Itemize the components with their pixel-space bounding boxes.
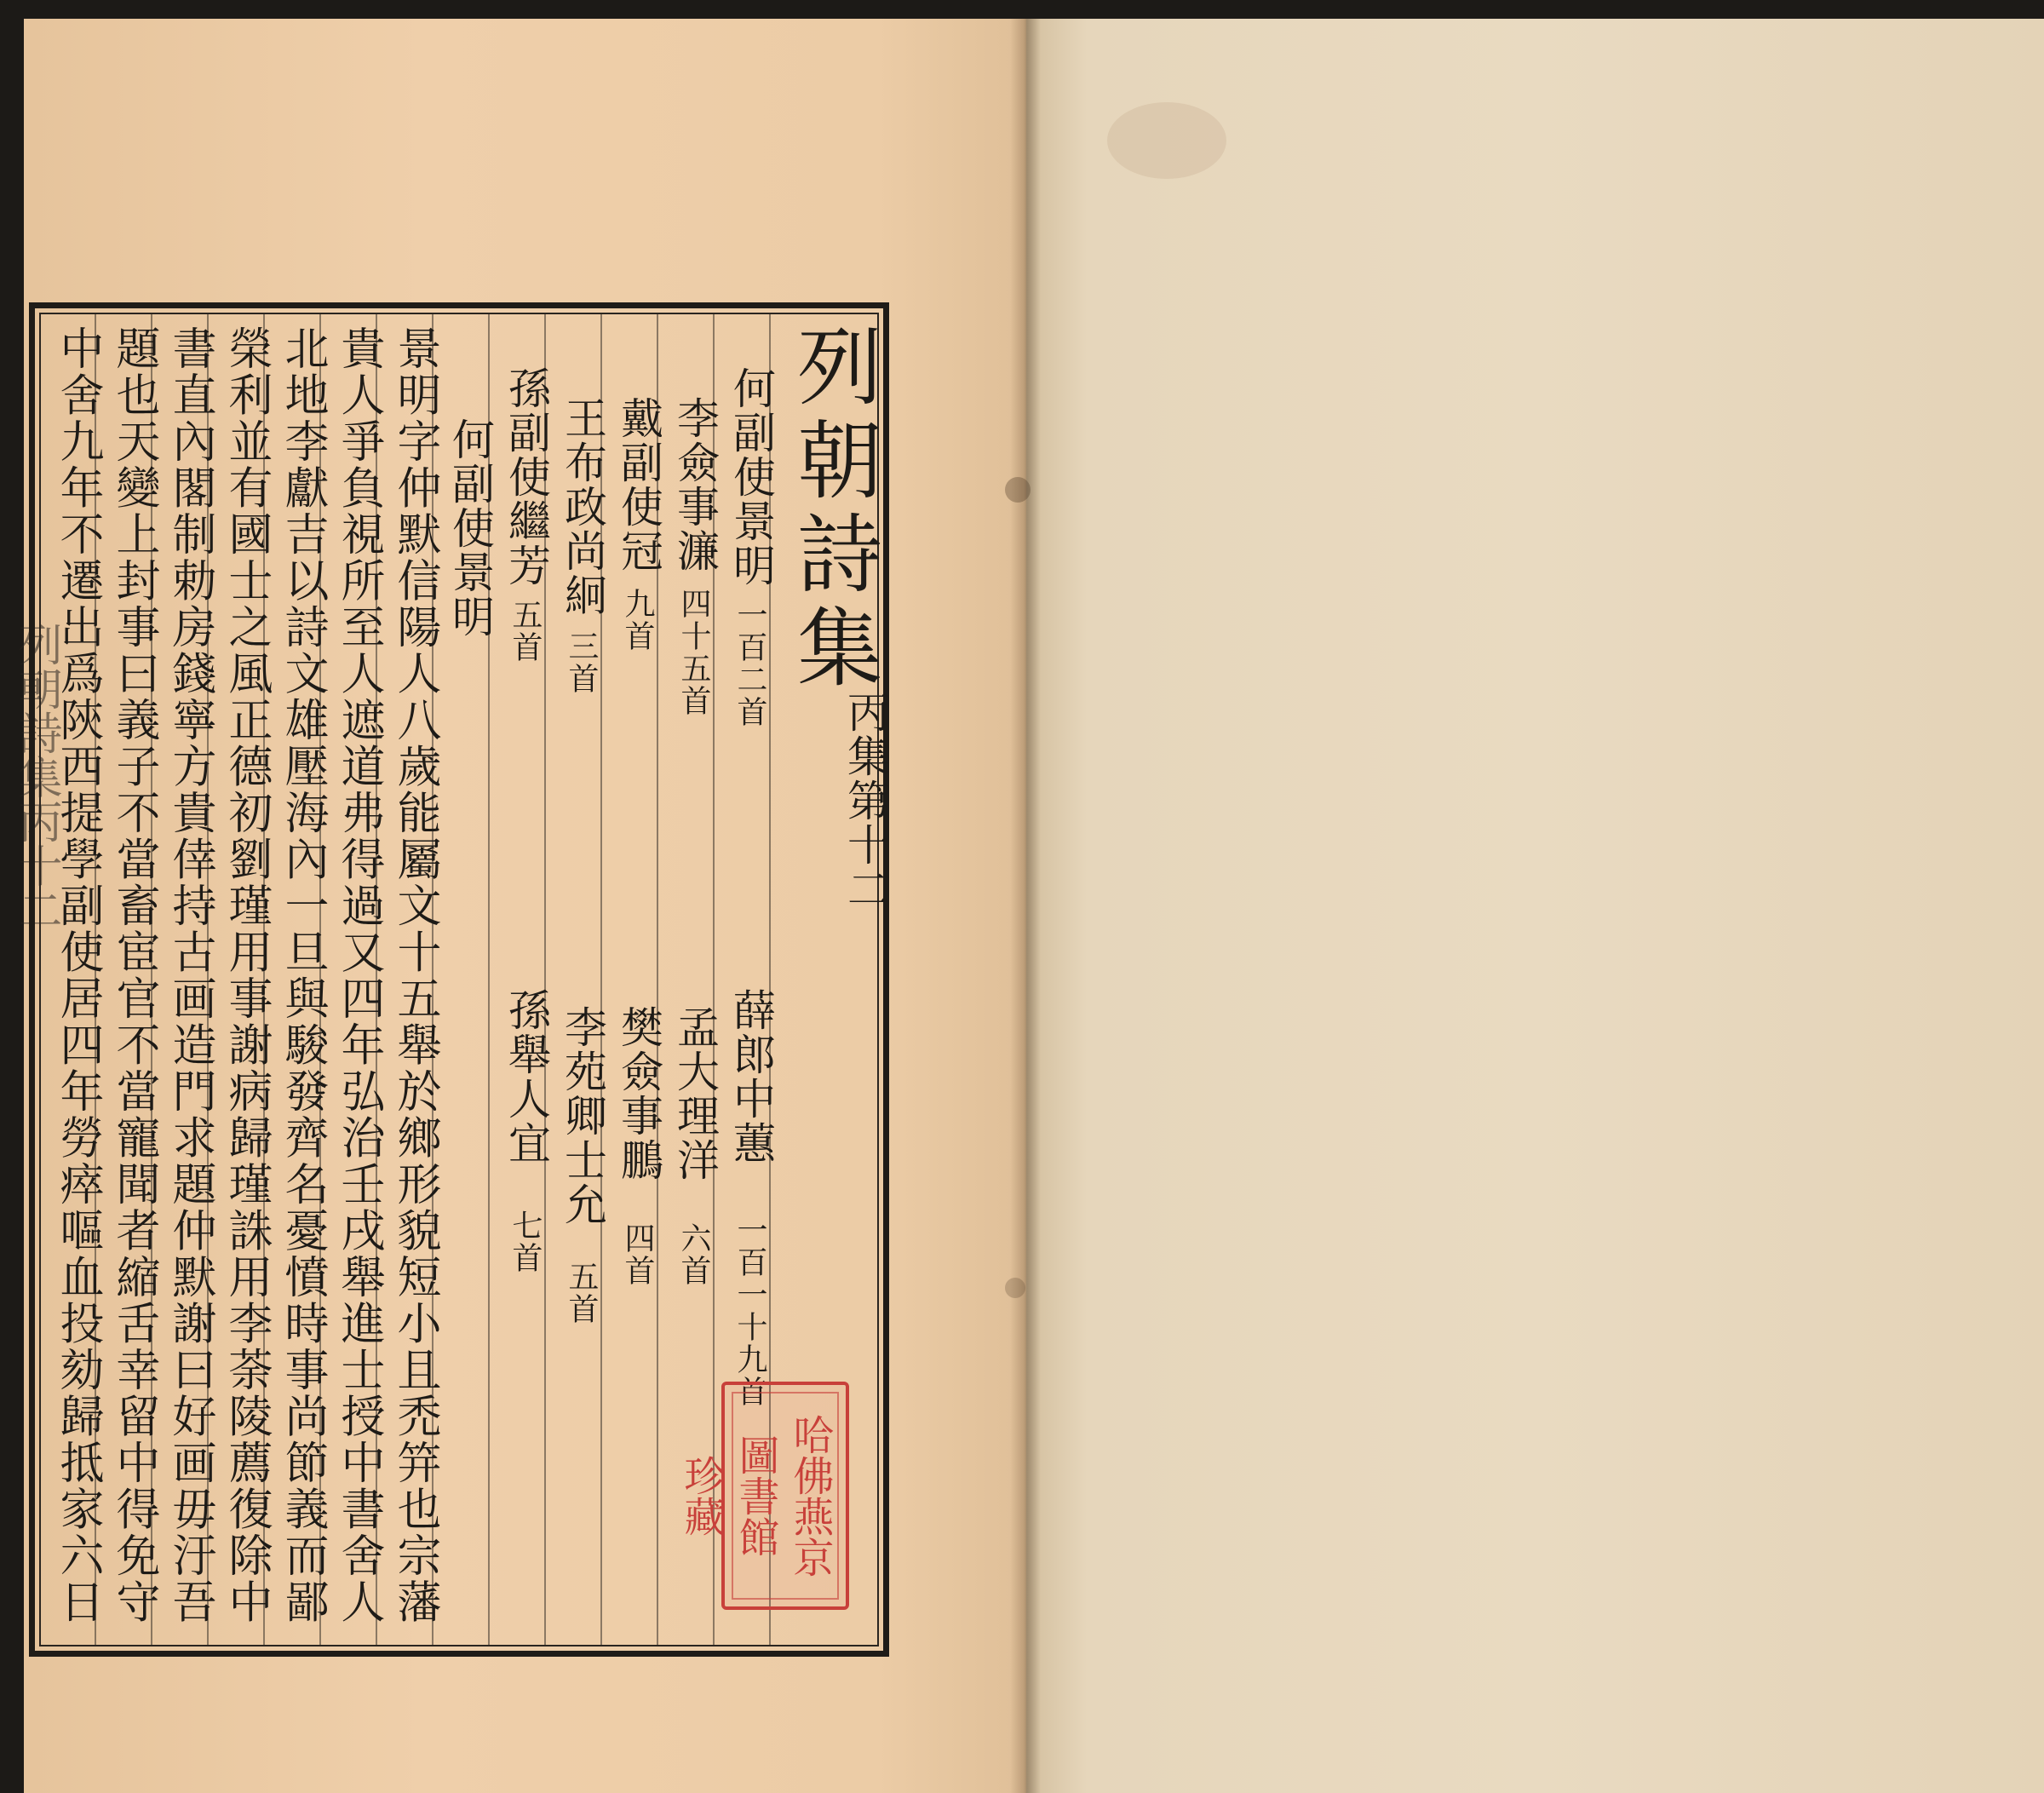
contents-name: 王布政尚絅: [558, 396, 607, 618]
paper-stain: [1005, 477, 1031, 503]
page-fold: [1010, 19, 1041, 1793]
contents-name: 戴副使冠: [614, 396, 663, 573]
contents-count: 四首: [620, 1222, 655, 1287]
paper-stain: [1005, 1278, 1025, 1298]
contents-count: 九首: [620, 588, 655, 652]
right-page-blank: [1026, 19, 2044, 1793]
body-line: 北地李獻吉以詩文雄壓海內一旦與駿發齊名憂憤時事尚節義而鄙: [277, 325, 328, 1625]
contents-count: 五首: [508, 599, 543, 664]
seal-text-column: 哈佛燕京: [786, 1414, 834, 1577]
spine-margin-title: 列朝詩集丙十二: [10, 622, 61, 932]
book-title: 列朝詩集: [783, 322, 882, 697]
seal-text-column: 圖書館: [732, 1434, 779, 1557]
volume-label: 丙集第十二: [841, 690, 890, 911]
contents-count: 四十五首: [676, 588, 711, 717]
contents-name: 孫舉人宜: [502, 988, 551, 1165]
body-line: 書直內閣制勅房錢寧方貴倖持古画造門求題仲默謝曰好画毋汙吾: [164, 325, 215, 1625]
contents-name: 李苑卿士允: [558, 1005, 607, 1227]
contents-name: 李僉事濂: [670, 396, 720, 573]
contents-name: 樊僉事鵬: [614, 1005, 663, 1182]
body-line: 景明字仲默信陽人八歲能屬文十五舉於鄉形貌短小且禿笄也宗藩: [389, 325, 440, 1625]
body-line: 題也天變上封事曰義子不當畜宦官不當寵聞者縮舌幸留中得免守: [108, 325, 159, 1625]
contents-name: 孫副使繼芳: [502, 366, 551, 588]
body-line: 中舍九年不遷出爲陝西提學副使居四年勞瘁嘔血投劾歸抵家六日: [52, 325, 103, 1625]
contents-count: 一百二首: [732, 599, 767, 728]
contents-name: 何副使景明: [726, 366, 776, 588]
contents-count: 一百一十九首: [732, 1214, 767, 1408]
contents-count: 六首: [676, 1222, 711, 1287]
contents-count: 三首: [564, 630, 599, 695]
contents-count: 五首: [564, 1261, 599, 1325]
body-line: 貴人爭負視所至人遮道弗得過又四年弘治壬戌舉進士授中書舍人: [333, 325, 384, 1625]
library-seal-stamp: [677, 1382, 849, 1610]
contents-name: 孟大理洋: [670, 1005, 720, 1182]
contents-count: 七首: [508, 1210, 543, 1274]
body-line: 榮利並有國士之風正德初劉瑾用事謝病歸瑾誅用李荼陵薦復除中: [221, 325, 272, 1625]
seal-text-column: 珍藏: [677, 1455, 725, 1537]
contents-name: 薛郎中蕙: [726, 988, 776, 1165]
section-heading: 何副使景明: [445, 417, 495, 639]
paper-stain: [1107, 102, 1226, 179]
